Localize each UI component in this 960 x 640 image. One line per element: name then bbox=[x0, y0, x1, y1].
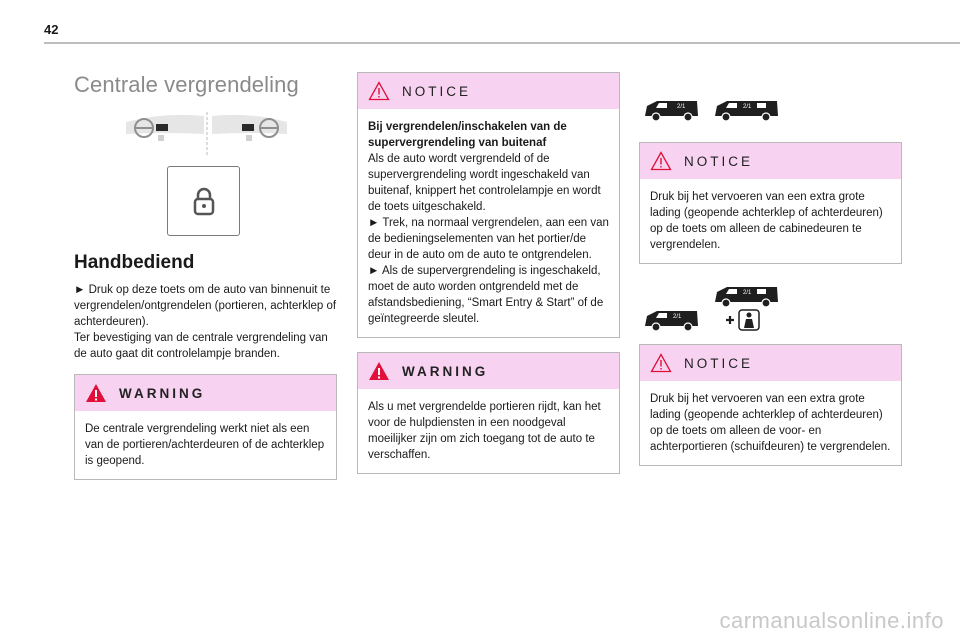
warning-text: De centrale vergrendeling werkt niet als een van de portieren/achterdeuren of de achterklep is geopend. bbox=[85, 423, 325, 467]
van-illustrations-2 bbox=[643, 284, 902, 332]
padlock-icon bbox=[191, 186, 217, 216]
warning-box bbox=[74, 374, 337, 480]
watermark: carmanualsonline.info bbox=[719, 608, 944, 633]
svg-text:2/1: 2/1 bbox=[677, 104, 686, 110]
warning-triangle-filled-icon bbox=[368, 361, 390, 381]
column-2 bbox=[357, 72, 620, 474]
warning-triangle-outline-icon bbox=[650, 353, 672, 373]
notice-box bbox=[639, 142, 902, 264]
warning-triangle-outline-icon bbox=[368, 81, 390, 101]
column-3 bbox=[639, 98, 902, 466]
notice-title: NOTICE bbox=[684, 355, 754, 371]
van-with-passenger bbox=[713, 284, 779, 332]
notice-text-3: ► Als de supervergrendeling is ingeschakeld, moet de auto worden ontgrendeld met de afstandsbediening, “Smart Entry & Start” of de geïntegreerde sleutel. bbox=[368, 265, 604, 325]
notice-heading: Bij vergrendelen/inschakelen van de supervergrendeling van buitenaf bbox=[368, 121, 567, 149]
confirmation-text: Ter bevestiging van de centrale vergrendeling van de auto gaat dit controlelampje branden. bbox=[74, 332, 328, 360]
warning-box bbox=[357, 352, 620, 474]
instruction-text: ► Druk op deze toets om de auto van binnenuit te vergrendelen/ontgrendelen (portieren, achterklep of achterdeuren). bbox=[74, 284, 337, 328]
plus-passenger-icon bbox=[723, 309, 767, 331]
lock-button-illustration bbox=[167, 166, 240, 236]
notice-text-1: Als de auto wordt vergrendeld of de supervergrendeling wordt ingeschakeld van buitenaf, knippert het controlelampje en wordt de toets uitgeschakeld. bbox=[368, 153, 601, 213]
warning-triangle-filled-icon bbox=[85, 383, 107, 403]
notice-box bbox=[639, 344, 902, 466]
warning-title: WARNING bbox=[402, 363, 489, 379]
page-number: 42 bbox=[44, 22, 59, 37]
top-rule bbox=[44, 42, 960, 44]
subsection-title: Handbediend bbox=[74, 252, 195, 273]
section-title: Centrale vergrendeling bbox=[74, 72, 299, 97]
warning-triangle-outline-icon bbox=[650, 151, 672, 171]
van-icon bbox=[643, 98, 699, 122]
notice-text-2: ► Trek, na normaal vergrendelen, aan een van de bedieningselementen van het portier/de deur in de auto om de auto te ontgrendelen. bbox=[368, 217, 609, 261]
svg-text:2/1: 2/1 bbox=[743, 104, 752, 110]
van-icon bbox=[643, 308, 699, 332]
warning-title: WARNING bbox=[119, 385, 206, 401]
notice-text: Druk bij het vervoeren van een extra grote lading (geopende achterklep of achterdeuren) op de toets om alleen de voor- en achterportieren (schuifdeuren) te vergrendelen. bbox=[650, 393, 891, 453]
steering-wheels-illustration bbox=[124, 112, 289, 157]
notice-text: Druk bij het vervoeren van een extra grote lading (geopende achterklep of achterdeuren) op de toets om alleen de cabinedeuren te vergrendelen. bbox=[650, 191, 883, 251]
notice-title: NOTICE bbox=[684, 153, 754, 169]
warning-text: Als u met vergrendelde portieren rijdt, kan het voor de hulpdiensten in een noodgeval moeilijker zijn om zich toegang tot de auto te verschaffen. bbox=[368, 401, 601, 461]
notice-title: NOTICE bbox=[402, 83, 472, 99]
svg-text:2/1: 2/1 bbox=[673, 314, 682, 320]
van-icon bbox=[713, 284, 779, 308]
column-1 bbox=[74, 60, 337, 467]
van-icon bbox=[713, 98, 779, 122]
van-illustrations-1 bbox=[643, 98, 902, 122]
svg-text:2/1: 2/1 bbox=[743, 290, 752, 296]
notice-box bbox=[357, 72, 620, 338]
